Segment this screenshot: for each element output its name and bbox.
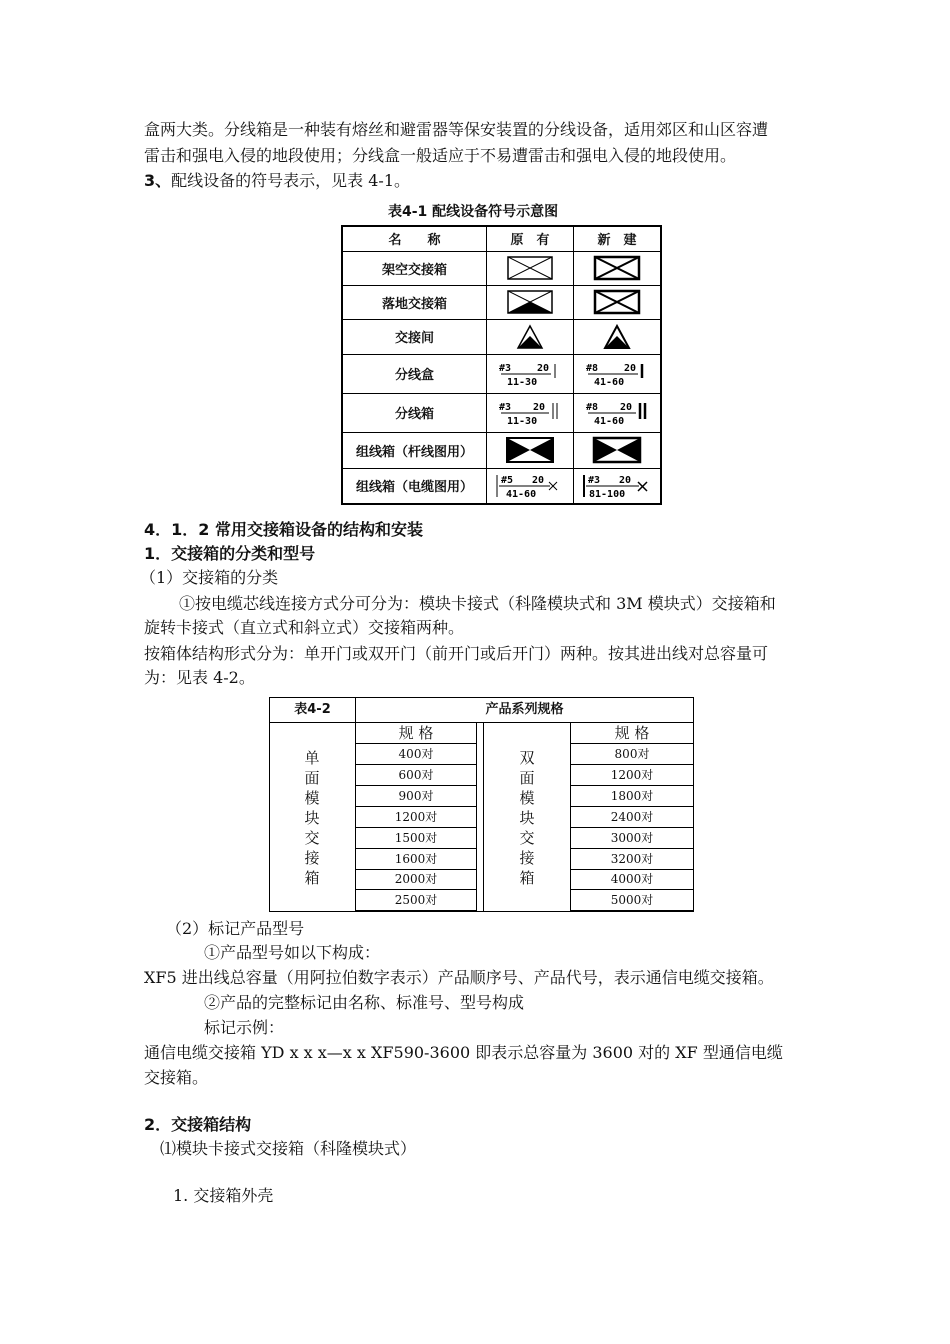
vertical-label-char: 接 [304, 849, 320, 867]
spec-cell: 1200对 [356, 807, 476, 828]
vertical-label-char: 箱 [304, 869, 320, 887]
para-line: 旋转卡接式（直立式和斜立式）交接箱两种。 [144, 618, 465, 637]
para-line: ①按电缆芯线连接方式分可分为：模块卡接式（科隆模块式和 3M 模块式）交接箱和 [179, 594, 776, 613]
spec-cell: 400对 [356, 744, 476, 765]
table-4-2 [269, 697, 694, 912]
symbol-cell [487, 251, 574, 285]
label-range: 11-30 [507, 376, 538, 388]
label-count: 20 [620, 401, 633, 413]
label-count: 20 [624, 362, 637, 374]
floor-cabinet-original-icon [506, 289, 554, 315]
symbol-cell [574, 468, 662, 504]
row-name: 分线箱 [342, 393, 487, 432]
label-count: 20 [533, 401, 546, 413]
label-count: 20 [619, 474, 632, 486]
spec-cell: 4000对 [571, 869, 693, 890]
label-range: 41-60 [594, 415, 625, 427]
symbol-cell [574, 393, 662, 432]
para-line: 标记示例： [204, 1018, 285, 1037]
distribution-box-new-icon [584, 360, 650, 388]
single-sided-label [300, 748, 324, 888]
list-number: 3、 [144, 171, 172, 190]
subsection-heading: （2）标记产品型号 [166, 919, 305, 938]
section-heading: 1．交接箱的分类和型号 [144, 544, 316, 563]
spec-cell: 1600对 [356, 849, 476, 870]
distribution-cabinet-new-icon [584, 399, 650, 427]
vertical-label-char: 块 [304, 809, 320, 827]
list-text: 配线设备的符号表示，见表 4-1。 [171, 171, 410, 190]
symbol-cell [487, 393, 574, 432]
spec-cell: 600对 [356, 765, 476, 786]
symbol-cell [574, 354, 662, 393]
vertical-label-char: 箱 [519, 869, 535, 887]
label-no: #3 [499, 401, 512, 413]
terminal-box-pole-new-icon [592, 436, 642, 464]
label-no: #5 [501, 474, 514, 486]
vertical-label-char: 交 [519, 829, 535, 847]
cross-connect-room-original-icon [515, 323, 545, 351]
table2-label: 表4-2 [294, 702, 331, 717]
para-line: 为：见表 4-2。 [144, 668, 255, 687]
table2-title: 产品系列规格 [485, 702, 564, 717]
symbol-cell [487, 319, 574, 354]
symbol-cell [574, 251, 662, 285]
para-line: 盒两大类。分线箱是一种装有熔丝和避雷器等保安装置的分线设备，适用郊区和山区容遭 [144, 120, 769, 139]
distribution-cabinet-original-icon [497, 399, 563, 427]
spec-cell: 2400对 [571, 807, 693, 828]
table-4-1 [341, 225, 662, 505]
cross-connect-room-new-icon [602, 323, 632, 351]
symbol-cell [487, 354, 574, 393]
double-spec-header: 规 格 [571, 723, 693, 744]
row-name: 组线箱（杆线图用） [342, 432, 487, 468]
para-line: 按箱体结构形式分为：单开门或双开门（前开门或后开门）两种。按其进出线对总容量可 [144, 644, 769, 663]
para-line: ②产品的完整标记由名称、标准号、型号构成 [204, 993, 525, 1012]
symbol-cell [487, 432, 574, 468]
section-heading: 2．交接箱结构 [144, 1115, 252, 1134]
row-name: 架空交接箱 [342, 251, 487, 285]
terminal-box-pole-original-icon [505, 436, 555, 464]
label-no: #8 [586, 362, 599, 374]
vertical-label-char: 面 [519, 769, 535, 787]
para-line: 交接箱。 [144, 1068, 209, 1087]
spec-cell: 5000对 [571, 890, 693, 911]
distribution-box-original-icon [497, 360, 563, 388]
symbol-cell [574, 319, 662, 354]
vertical-label-char: 单 [304, 749, 320, 767]
spec-cell: 2500对 [356, 890, 476, 911]
symbol-cell [487, 285, 574, 319]
spec-cell: 1800对 [571, 786, 693, 807]
spec-cell: 900对 [356, 786, 476, 807]
terminal-box-cable-new-icon [581, 472, 653, 500]
label-range: 81-100 [589, 488, 626, 500]
list-item-3 [144, 170, 410, 192]
table1-caption: 表4-1 配线设备符号示意图 [388, 204, 559, 220]
spec-cell: 1200对 [571, 765, 693, 786]
label-no: #3 [588, 474, 601, 486]
label-no: #8 [586, 401, 599, 413]
double-sided-label [515, 748, 539, 888]
row-name: 交接间 [342, 319, 487, 354]
aerial-cabinet-original-icon [506, 255, 554, 281]
para-line: XF5 进出线总容量（用阿拉伯数字表示）产品顺序号、产品代号，表示通信电缆交接箱。 [144, 968, 774, 987]
section-heading: 4．1．2 常用交接箱设备的结构和安装 [144, 520, 423, 539]
header-name: 名 称 [342, 226, 487, 251]
floor-cabinet-new-icon [593, 289, 641, 315]
row-name: 分线盒 [342, 354, 487, 393]
label-range: 11-30 [507, 415, 538, 427]
vertical-label-char: 模 [519, 789, 535, 807]
spec-cell: 1500对 [356, 828, 476, 849]
spec-cell: 3200对 [571, 849, 693, 870]
table2-header [270, 698, 693, 723]
label-no: #3 [499, 362, 512, 374]
row-name: 组线箱（电缆图用） [342, 468, 487, 504]
vertical-label-char: 交 [304, 829, 320, 847]
vertical-label-char: 块 [519, 809, 535, 827]
list-item: 1. 交接箱外壳 [173, 1186, 274, 1205]
vertical-label-char: 接 [519, 849, 535, 867]
subsection-heading: ⑴模块卡接式交接箱（科隆模块式） [160, 1139, 417, 1158]
para-line: 通信电缆交接箱 YD x x x—x x XF590-3600 即表示总容量为 3600 对的 XF 型通信电缆 [144, 1043, 783, 1062]
label-range: 41-60 [506, 488, 537, 500]
spec-cell: 3000对 [571, 828, 693, 849]
subsection-heading: （1）交接箱的分类 [140, 568, 279, 587]
para-line: ①产品型号如以下构成： [204, 943, 381, 962]
vertical-label-char: 模 [304, 789, 320, 807]
vertical-label-char: 双 [519, 749, 535, 767]
symbol-cell [487, 468, 574, 504]
label-count: 20 [532, 474, 545, 486]
symbol-cell [574, 285, 662, 319]
vertical-label-char: 面 [304, 769, 320, 787]
spec-cell: 800对 [571, 744, 693, 765]
spec-cell: 2000对 [356, 869, 476, 890]
terminal-box-cable-original-icon [494, 472, 566, 500]
header-new: 新 建 [574, 226, 662, 251]
label-range: 41-60 [594, 376, 625, 388]
aerial-cabinet-new-icon [593, 255, 641, 281]
label-count: 20 [537, 362, 550, 374]
para-line: 雷击和强电入侵的地段使用；分线盒一般适应于不易遭雷击和强电入侵的地段使用。 [144, 146, 737, 165]
symbol-cell [574, 432, 662, 468]
row-name: 落地交接箱 [342, 285, 487, 319]
single-spec-header: 规 格 [356, 723, 476, 744]
header-original: 原 有 [487, 226, 574, 251]
